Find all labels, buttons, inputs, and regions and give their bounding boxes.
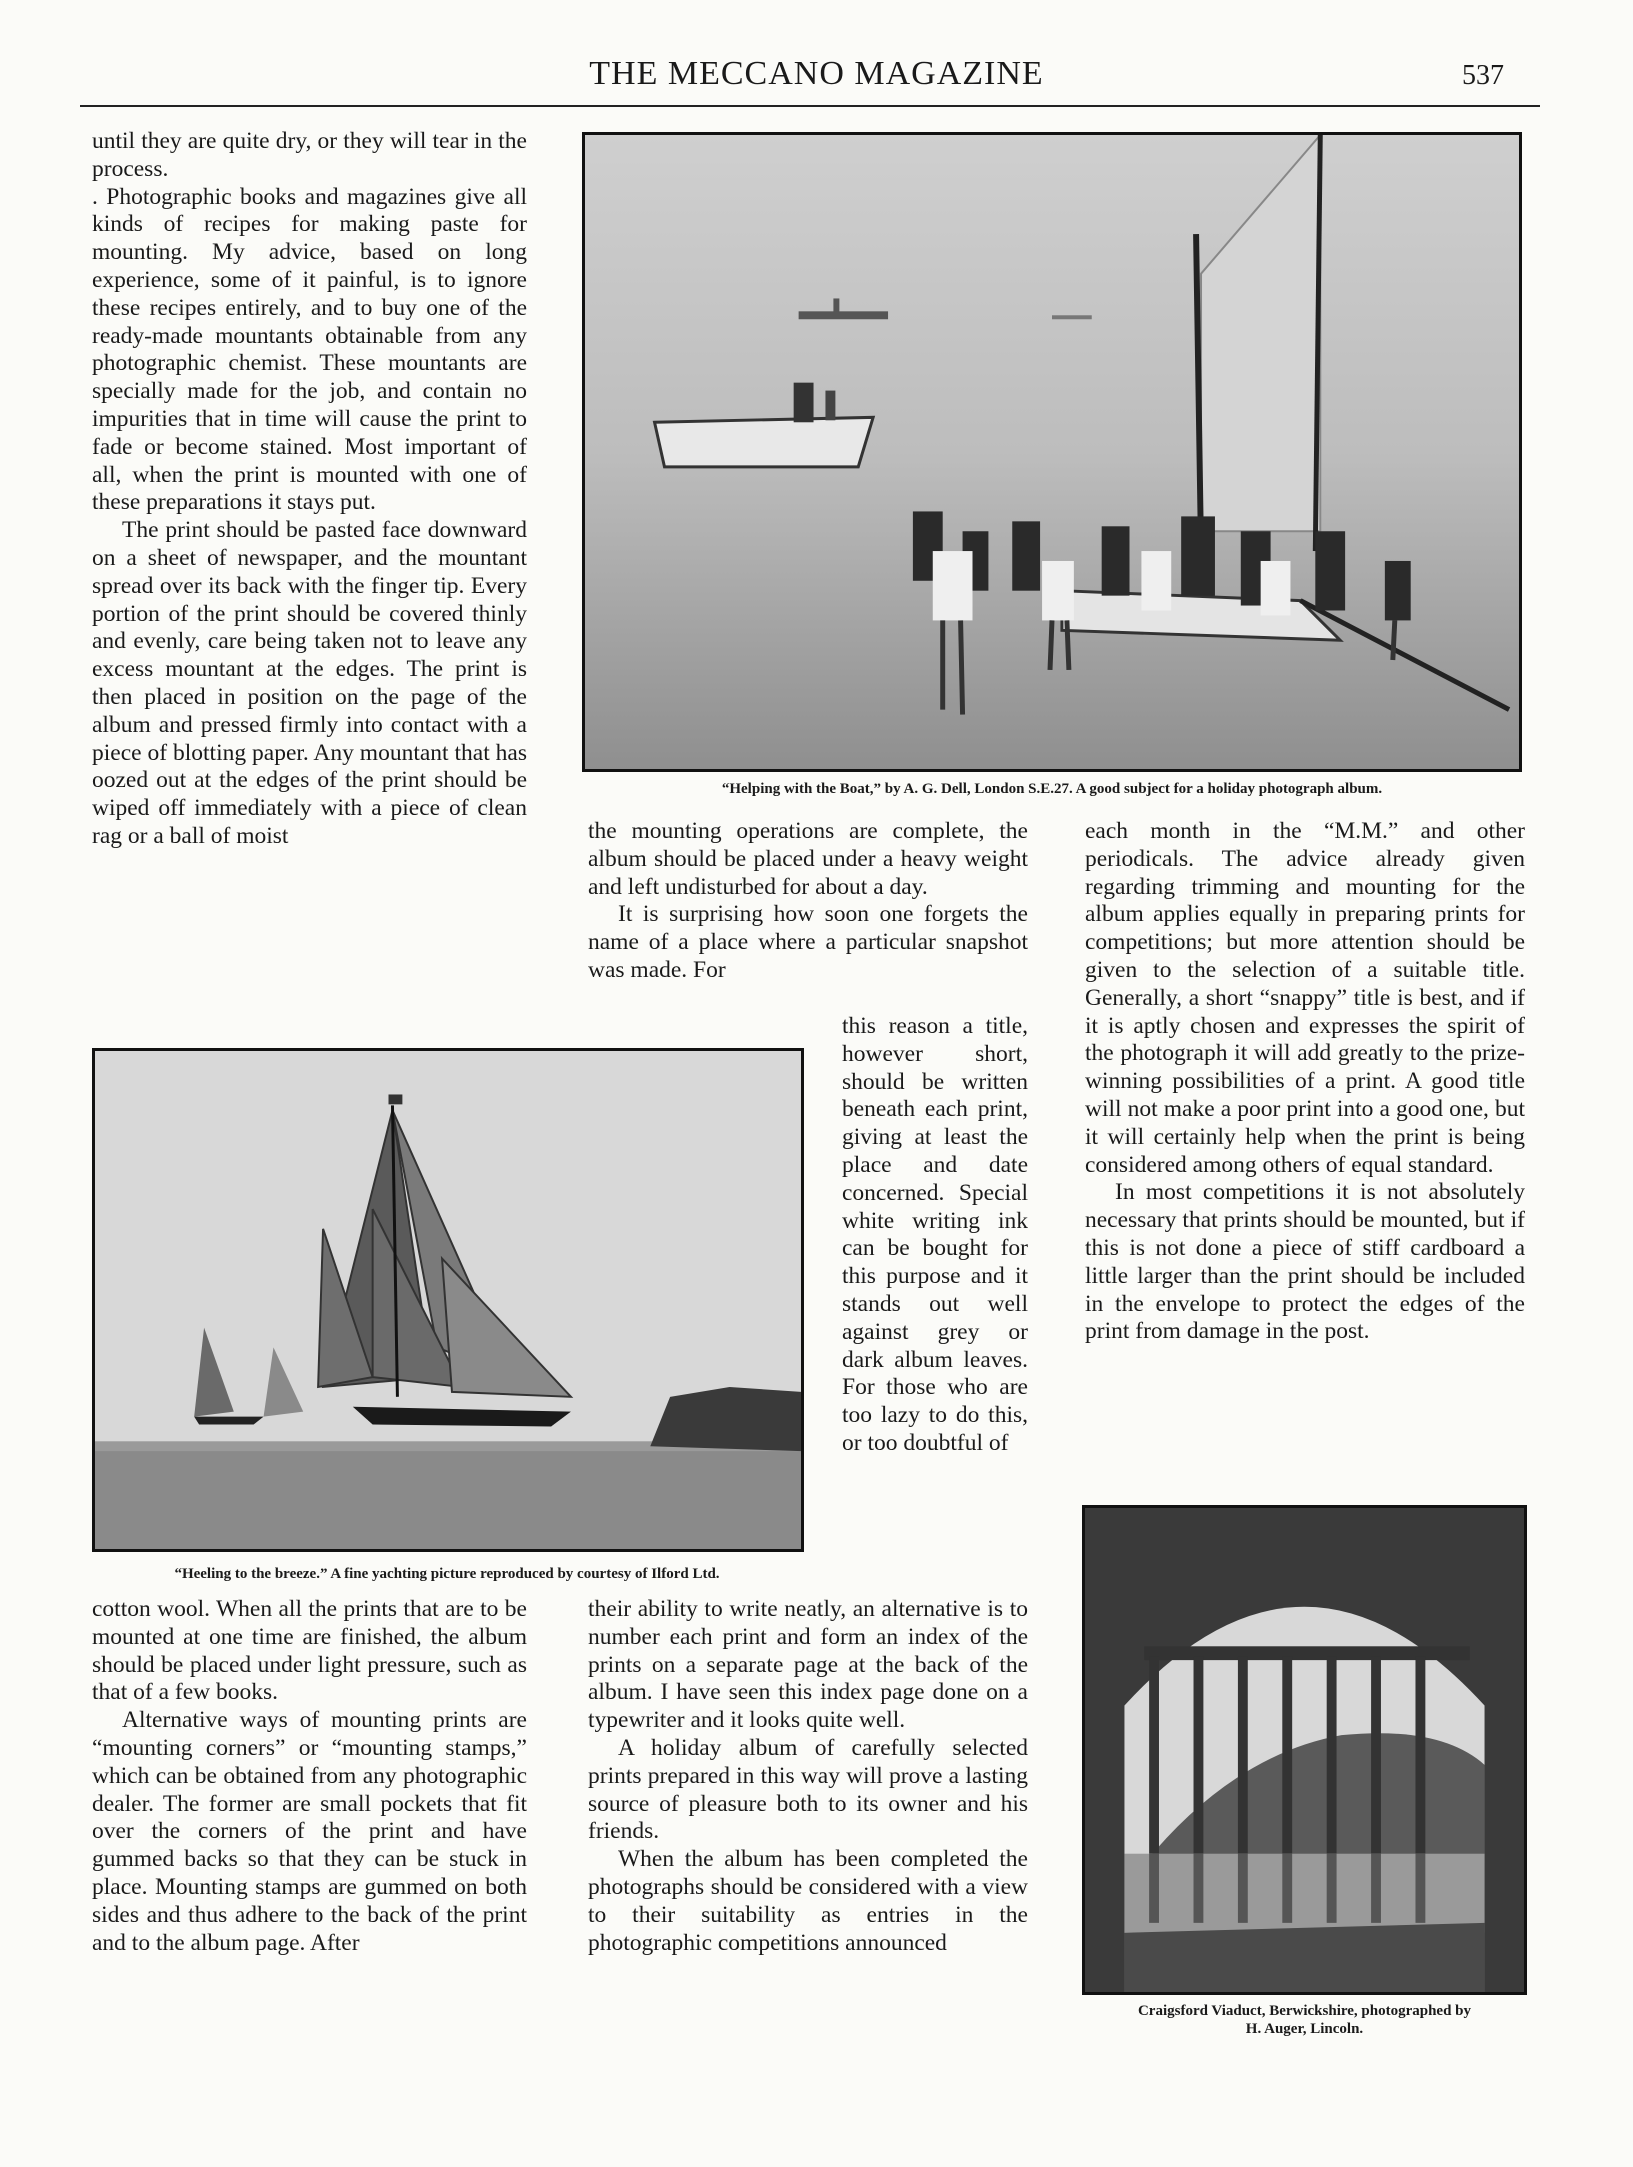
photo-craigsford-viaduct xyxy=(1082,1505,1527,1995)
paragraph: their ability to write neatly, an alternative is to number each print and form an index of the prints on a separate page at the back of the album. I have seen this index page done on a typewriter and it looks quite well. xyxy=(588,1596,1028,1734)
caption-craigsford-viaduct xyxy=(1072,2002,1537,2038)
caption-line: H. Auger, Lincoln. xyxy=(1245,2021,1364,2037)
photo-helping-with-the-boat xyxy=(582,132,1522,772)
column-right xyxy=(1085,818,1525,1346)
column-middle-narrow xyxy=(842,1013,1028,1458)
paragraph: The print should be pasted face downward on a sheet of newspaper, and the mountant spread over its back with the finger tip. Every portion of the print should be covered thinly and evenly, care being taken not to leave any excess mountant at the edges. The print is then placed in position on the page of the album and pressed firmly into contact with a piece of blotting paper. Any mountant that has oozed out at the edges of the print should be wiped off immediately with a piece of clean rag or a ball of moist xyxy=(92,517,527,849)
paragraph: A holiday album of carefully selected prints prepared in this way will prove a lasting source of pleasure both to its owner and his friends. xyxy=(588,1734,1028,1845)
paragraph: In most competitions it is not absolutely necessary that prints should be mounted, but if this is not done a piece of stiff cardboard a little larger than the print should be included in the envelope to protect the edges of the print from damage in the post. xyxy=(1085,1179,1525,1345)
caption-helping-with-the-boat: “Helping with the Boat,” by A. G. Dell, London S.E.27. A good subject for a holiday photograph album. xyxy=(721,781,1383,797)
column-middle-bottom xyxy=(588,1596,1028,1957)
page-number: 537 xyxy=(1462,60,1504,91)
yacht-photo-image xyxy=(95,1051,801,1549)
paragraph: . Photographic books and magazines give all kinds of recipes for making paste for mounting. My advice, based on long experience, some of it painful, is to ignore these recipes entirely, and to buy one of the ready-made mountants obtainable from any photographic chemist. These mountants are specially made for the job, and contain no impurities that in time will cause the print to fade or become stained. Most important of all, when the print is mounted with one of these preparations it stays put. xyxy=(92,183,527,516)
paragraph: Alternative ways of mounting prints are “mounting corners” or “mounting stamps,” which can be obtained from any photographic dealer. The former are small pockets that fit over the corners of the print and have gummed backs so that they can be stuck in place. Mounting stamps are gummed on both sides and thus adhere to the back of the print and to the album page. After xyxy=(92,1707,527,1956)
boat-photo-image xyxy=(585,135,1519,769)
column-left-top xyxy=(92,128,527,851)
paragraph: cotton wool. When all the prints that are to be mounted at one time are finished, the album should be placed under light pressure, such as that of a few books. xyxy=(92,1596,527,1706)
paragraph: until they are quite dry, or they will tear in the process. xyxy=(92,128,527,182)
caption-line: Craigsford Viaduct, Berwickshire, photographed by xyxy=(1137,2003,1472,2019)
magazine-title: THE MECCANO MAGAZINE xyxy=(589,55,1044,92)
paragraph: the mounting operations are complete, the album should be placed under a heavy weight and left undisturbed for about a day. xyxy=(588,818,1028,900)
caption-heeling-to-the-breeze: “Heeling to the breeze.” A fine yachting picture reproduced by courtesy of Ilford Ltd. xyxy=(174,1566,720,1582)
column-middle-top xyxy=(588,818,1028,985)
paragraph: It is surprising how soon one forgets the name of a place where a particular snapshot was made. For xyxy=(588,901,1028,983)
paragraph: each month in the “M.M.” and other periodicals. The advice already given regarding trimming and mounting for the album applies equally in preparing prints for competitions; but more attention should be given to the selection of a suitable title. Generally, a short “snappy” title is best, and if it is aptly chosen and expresses the spirit of the photograph it will add greatly to the prize-winning possibilities of a print. A good title will not make a poor print into a good one, but it will certainly help when the print is being considered among others of equal standard. xyxy=(1085,818,1525,1178)
paragraph: When the album has been completed the photographs should be considered with a view to their suitability as entries in the photographic competitions announced xyxy=(588,1846,1028,1956)
header-rule xyxy=(80,105,1540,107)
viaduct-photo-image xyxy=(1085,1508,1524,1992)
photo-heeling-to-the-breeze xyxy=(92,1048,804,1552)
paragraph: this reason a title, however short, should be written beneath each print, giving at least the place and date concerned. Special white writing ink can be bought for this purpose and it stands out well against grey or dark album leaves. For those who are too lazy to do this, or too doubtful of xyxy=(842,1013,1028,1456)
column-left-bottom xyxy=(92,1596,527,1957)
